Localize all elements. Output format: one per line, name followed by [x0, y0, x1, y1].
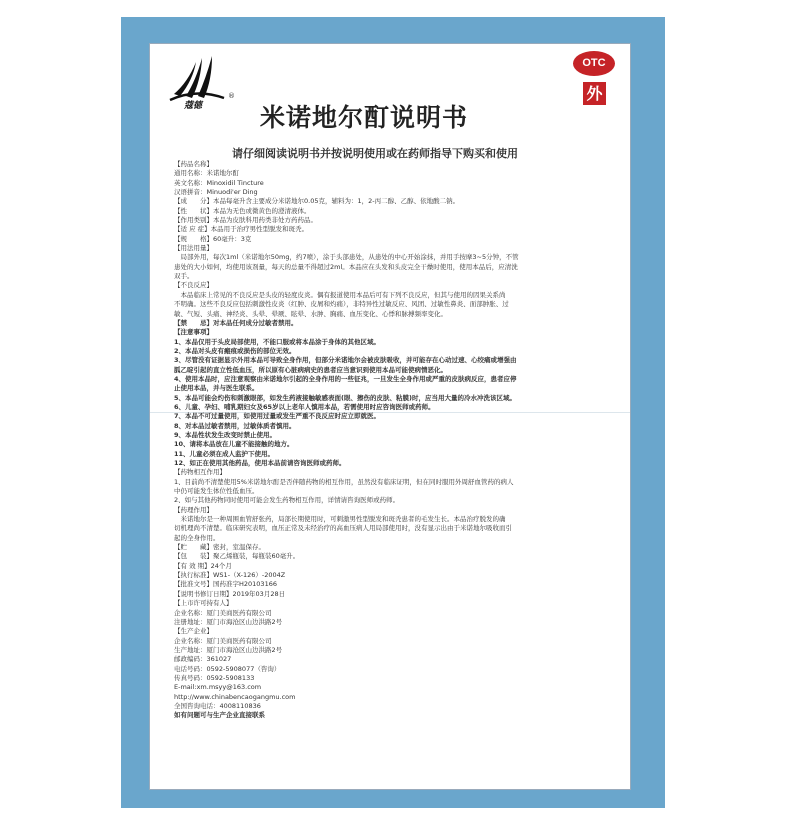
leaflet-line: 1、本品仅用于头皮局部使用，不能口服或将本品涂于身体的其他区域。: [174, 337, 381, 346]
leaflet-line: 【执行标准】WS1-（X-126）-2004Z: [174, 571, 286, 580]
leaflet-line: 7、本品不可过量使用，如使用过量或发生严重不良反应时应立即就医。: [174, 412, 381, 421]
instruction-leaflet: [149, 43, 631, 790]
leaflet-line: 电话号码：0592-5908077（咨询）: [174, 664, 281, 673]
leaflet-line: 1、目前尚不清楚使用5%米诺地尔酊是否伴随药物的相互作用，虽然没有临床证明，但在同时服用外周舒血管药的病人: [174, 477, 514, 486]
leaflet-line: 【注意事项】: [174, 328, 213, 337]
leaflet-line: 8、对本品过敏者禁用，过敏体质者慎用。: [174, 421, 296, 430]
leaflet-line: 汉语拼音：Minuodi'er Ding: [174, 188, 258, 197]
leaflet-line: 【作用类别】本品为皮肤科用药类非处方药药品。: [174, 216, 317, 225]
leaflet-line: 【禁 忌】对本品任何成分过敏者禁用。: [174, 318, 298, 327]
page-subtitle: 请仔细阅读说明书并按说明使用或在药师指导下购买和使用: [232, 147, 518, 160]
page-title: 米诺地尔酊说明书: [260, 103, 469, 132]
leaflet-line: 12、如正在使用其他药品，使用本品前请咨询医师或药师。: [174, 459, 346, 467]
leaflet-line: 局部外用，每次1ml（米诺地尔50mg，约7喷），涂于头部患处，从患处的中心开始涂抹，并用手按摩3~5分钟，不管: [174, 253, 519, 262]
leaflet-line: http://www.chinabencaogangmu.com: [174, 692, 296, 701]
leaflet-line: 米诺地尔是一种周围血管舒张药，局部长期使用时，可刺激男性型脱发和斑秃患者的毛发生长。本品治疗脱发的确: [174, 515, 506, 524]
leaflet-line: 邮政编码：361027: [174, 655, 232, 664]
leaflet-line: 9、本品性状发生改变时禁止使用。: [174, 430, 277, 439]
leaflet-line: 【不良反应】: [174, 281, 213, 290]
leaflet-line: 5、本品可能会灼伤和刺激眼部，如发生药液接触敏感表面(眼、擦伤的皮肤、粘膜)时，应当用大量的冷水冲洗该区域。: [174, 393, 516, 402]
leaflet-line: 【包 装】聚乙烯瓶装，每瓶装60毫升。: [174, 552, 300, 561]
leaflet-line: 【贮 藏】密封，室温保存。: [174, 543, 265, 552]
leaflet-line: 【有 效 期】24个月: [174, 561, 232, 570]
leaflet-line: 生产地址：厦门市海沧区山边洪路2号: [174, 645, 283, 654]
leaflet-line: 6、儿童、孕妇、哺乳期妇女及65岁以上老年人慎用本品，若需使用时应咨询医师或药师。: [174, 402, 435, 411]
leaflet-line: 【批准文号】国药准字H20103166: [174, 580, 277, 589]
leaflet-line: 患处的大小如何，均使用该剂量，每天的总量不得超过2ml。本品应在头发和头皮完全干燥时使用，使用本品后，应清洗: [174, 262, 518, 271]
leaflet-line: 2、本品对头皮有瘢痕或损伤的部位无效。: [174, 346, 296, 355]
leaflet-line: 【说明书修订日期】2019年03月28日: [174, 589, 286, 598]
trademark-mark: ®: [228, 92, 235, 100]
leaflet-line: 【规 格】60毫升：3克: [174, 234, 252, 243]
leaflet-line: 【适 应 症】本品用于治疗男性型脱发和斑秃。: [174, 225, 309, 234]
brand-logo-text: 蔻德: [184, 101, 203, 109]
leaflet-line: 【药品名称】: [174, 160, 213, 168]
brand-logo: [166, 54, 226, 109]
leaflet-line: 企业名称：厦门美商医药有限公司: [174, 636, 272, 645]
leaflet-line: 双手。: [174, 272, 194, 281]
leaflet-line: 2、如与其他药物同时使用可能会发生药物相互作用，详情请咨询医师或药师。: [174, 496, 400, 505]
leaflet-line: 11、儿童必须在成人监护下使用。: [174, 449, 275, 458]
leaflet-line: 止使用本品，并与医生联系。: [174, 384, 259, 393]
leaflet-line: 全国咨询电话：4008110836: [174, 701, 261, 710]
leaflet-line: 胍乙啶引起的直立性低血压，所以原有心脏病病史的患者应当意识到使用本品可能使病情恶化。: [174, 365, 447, 374]
leaflet-line: 英文名称：Minoxidil Tincture: [174, 178, 264, 187]
leaflet-line: 如有问题可与生产企业直接联系: [174, 711, 265, 720]
leaflet-line: 传真号码：0592-5908133: [174, 673, 255, 682]
leaflet-line: 通用名称：米诺地尔酊: [174, 169, 239, 178]
leaflet-body: [174, 160, 614, 721]
leaflet-line: 10、请将本品放在儿童不能接触的地方。: [174, 440, 294, 449]
leaflet-line: 中仍可能发生体位性低血压。: [174, 487, 259, 496]
leaflet-line: 敏、气短、头痛、神经炎、头晕、晕厥、眩晕、水肿、胸痛、血压变化、心悸和脉搏频率变化。: [174, 309, 447, 318]
leaflet-line: 3、尽管没有证据显示外用本品可导致全身作用，但部分米诺地尔会被皮肤吸收，并可能存在心动过速、心绞痛或增强由: [174, 356, 517, 365]
otc-badge-label: OTC: [582, 57, 606, 69]
otc-badge: [573, 51, 615, 76]
leaflet-line: 4、使用本品时，应注意观察由米诺地尔引起的全身作用的一些征兆，一旦发生全身作用或严重的皮肤病反应，患者应停: [174, 374, 517, 383]
leaflet-line: 切机理尚不清楚。临床研究表明，血压正常及未经治疗的高血压病人用局部使用时，没有显示出由于米诺地尔吸收而引: [174, 524, 512, 533]
leaflet-line: 注册地址：厦门市海沧区山边洪路2号: [174, 617, 283, 626]
leaflet-line: 起的全身作用。: [174, 533, 220, 542]
leaflet-line: 【用法用量】: [174, 244, 213, 253]
leaflet-line: 【药理作用】: [174, 505, 213, 514]
leaflet-line: E-mail:xm.msyy@163.com: [174, 683, 262, 692]
external-use-badge: 外: [583, 82, 606, 105]
leaflet-line: 【成 分】本品每毫升含主要成分米诺地尔0.05克，辅料为：1，2-丙二醇、乙醇、依地酸二钠。: [174, 197, 460, 206]
leaflet-line: 【生产企业】: [174, 627, 213, 636]
leaflet-line: 本品临床上常见的不良反应是头皮的轻度皮炎。偶有报道使用本品后可有下列不良反应，但其与使用的因果关系尚: [174, 290, 506, 299]
leaflet-line: 【上市许可持有人】: [174, 599, 233, 608]
leaflet-line: 不明确。这些不良反应包括刺激性皮炎（红肿、皮屑和灼痛），非特异性过敏反应、风团、过敏性鼻炎、面部肿胀、过: [174, 300, 509, 309]
leaflet-line: 企业名称：厦门美商医药有限公司: [174, 608, 272, 617]
leaflet-line: 【性 状】本品为无色或微黄色的澄清液体。: [174, 206, 311, 215]
leaflet-line: 【药物相互作用】: [174, 468, 226, 477]
